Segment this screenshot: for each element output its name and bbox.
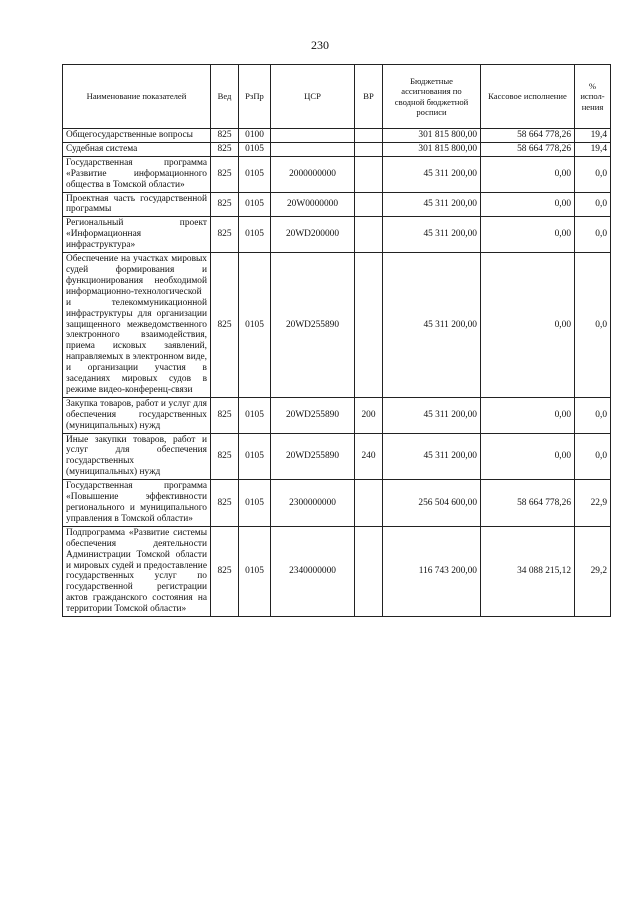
- row-csr: 2000000000: [271, 156, 355, 192]
- row-vr: [355, 156, 383, 192]
- table-row: [63, 253, 611, 398]
- row-ved: 825: [211, 156, 239, 192]
- row-rzpr: 0105: [239, 217, 271, 253]
- table-row: [63, 217, 611, 253]
- header-ved: Вед: [211, 65, 239, 129]
- row-cash: 58 664 778,26: [481, 480, 575, 527]
- table-row: [63, 142, 611, 156]
- row-percent: 0,0: [575, 156, 611, 192]
- row-csr: 20WD255890: [271, 397, 355, 433]
- row-vr: [355, 253, 383, 398]
- row-name: Судебная система: [63, 142, 211, 156]
- row-cash: 0,00: [481, 253, 575, 398]
- row-name: Подпрограмма «Развитие системы обеспечения деятельности Администрации Томской области и мировых судей и предоставление государственных услуг по государственной регистрации актов гражданского состояния на территории Томской области»: [63, 526, 211, 616]
- row-name: Государственная программа «Развитие информационного общества в Томской области»: [63, 156, 211, 192]
- row-vr: [355, 192, 383, 217]
- row-vr: [355, 142, 383, 156]
- row-name: Закупка товаров, работ и услуг для обеспечения государственных (муниципальных) нужд: [63, 397, 211, 433]
- header-percent: % испол-нения: [575, 65, 611, 129]
- row-percent: 19,4: [575, 129, 611, 143]
- row-vr: [355, 129, 383, 143]
- row-name: Иные закупки товаров, работ и услуг для обеспечения государственных (муниципальных) нужд: [63, 433, 211, 480]
- table-row: [63, 433, 611, 480]
- row-ved: 825: [211, 217, 239, 253]
- row-rzpr: 0105: [239, 253, 271, 398]
- row-rzpr: 0105: [239, 480, 271, 527]
- row-budget: 45 311 200,00: [383, 433, 481, 480]
- header-rzpr: РзПр: [239, 65, 271, 129]
- row-csr: [271, 142, 355, 156]
- row-csr: 2340000000: [271, 526, 355, 616]
- row-rzpr: 0105: [239, 192, 271, 217]
- row-percent: 0,0: [575, 253, 611, 398]
- table-row: [63, 156, 611, 192]
- row-budget: 45 311 200,00: [383, 156, 481, 192]
- row-vr: 240: [355, 433, 383, 480]
- row-rzpr: 0105: [239, 433, 271, 480]
- row-rzpr: 0105: [239, 142, 271, 156]
- row-name: Государственная программа «Повышение эффективности регионального и муниципального управления в Томской области»: [63, 480, 211, 527]
- row-ved: 825: [211, 480, 239, 527]
- row-budget: 301 815 800,00: [383, 129, 481, 143]
- row-cash: 34 088 215,12: [481, 526, 575, 616]
- row-percent: 0,0: [575, 433, 611, 480]
- row-name: Проектная часть государственной программы: [63, 192, 211, 217]
- row-ved: 825: [211, 526, 239, 616]
- row-name: Общегосударственные вопросы: [63, 129, 211, 143]
- table-row: [63, 397, 611, 433]
- row-csr: 20WD255890: [271, 433, 355, 480]
- row-name: Региональный проект «Информационная инфраструктура»: [63, 217, 211, 253]
- header-budget: Бюджетные ассигнования по сводной бюджетной росписи: [383, 65, 481, 129]
- header-vr: ВР: [355, 65, 383, 129]
- row-csr: 2300000000: [271, 480, 355, 527]
- row-cash: 0,00: [481, 433, 575, 480]
- table-row: [63, 129, 611, 143]
- row-ved: 825: [211, 433, 239, 480]
- row-csr: [271, 129, 355, 143]
- row-ved: 825: [211, 397, 239, 433]
- row-csr: 20W0000000: [271, 192, 355, 217]
- row-percent: 19,4: [575, 142, 611, 156]
- row-budget: 256 504 600,00: [383, 480, 481, 527]
- row-cash: 0,00: [481, 397, 575, 433]
- row-cash: 0,00: [481, 192, 575, 217]
- row-vr: [355, 217, 383, 253]
- row-vr: 200: [355, 397, 383, 433]
- row-budget: 45 311 200,00: [383, 192, 481, 217]
- row-csr: 20WD200000: [271, 217, 355, 253]
- header-name: Наименование показателей: [63, 65, 211, 129]
- row-percent: 29,2: [575, 526, 611, 616]
- table-row: [63, 526, 611, 616]
- row-name: Обеспечение на участках мировых судей формирования и функционирования необходимой информационно-технологической и телекоммуникационной инфраструктуры для организации защищенного межведомственного электронного взаимодействия, приема исковых заявлений, направляемых в электронном виде, и организации участия в заседаниях мировых судов в режиме видео-конференц-связи: [63, 253, 211, 398]
- row-rzpr: 0105: [239, 156, 271, 192]
- row-rzpr: 0105: [239, 397, 271, 433]
- row-budget: 45 311 200,00: [383, 397, 481, 433]
- row-percent: 0,0: [575, 192, 611, 217]
- row-ved: 825: [211, 129, 239, 143]
- row-cash: 58 664 778,26: [481, 142, 575, 156]
- header-cash: Кассовое исполнение: [481, 65, 575, 129]
- row-budget: 301 815 800,00: [383, 142, 481, 156]
- row-budget: 116 743 200,00: [383, 526, 481, 616]
- row-cash: 0,00: [481, 217, 575, 253]
- row-csr: 20WD255890: [271, 253, 355, 398]
- row-rzpr: 0100: [239, 129, 271, 143]
- row-ved: 825: [211, 192, 239, 217]
- row-percent: 0,0: [575, 217, 611, 253]
- table-row: [63, 480, 611, 527]
- budget-execution-table: [62, 64, 611, 617]
- row-vr: [355, 480, 383, 527]
- row-percent: 22,9: [575, 480, 611, 527]
- row-budget: 45 311 200,00: [383, 217, 481, 253]
- row-budget: 45 311 200,00: [383, 253, 481, 398]
- header-row: [63, 65, 611, 129]
- header-csr: ЦСР: [271, 65, 355, 129]
- table-row: [63, 192, 611, 217]
- row-ved: 825: [211, 253, 239, 398]
- row-rzpr: 0105: [239, 526, 271, 616]
- row-vr: [355, 526, 383, 616]
- row-ved: 825: [211, 142, 239, 156]
- page-number: 230: [311, 38, 329, 52]
- row-percent: 0,0: [575, 397, 611, 433]
- row-cash: 58 664 778,26: [481, 129, 575, 143]
- row-cash: 0,00: [481, 156, 575, 192]
